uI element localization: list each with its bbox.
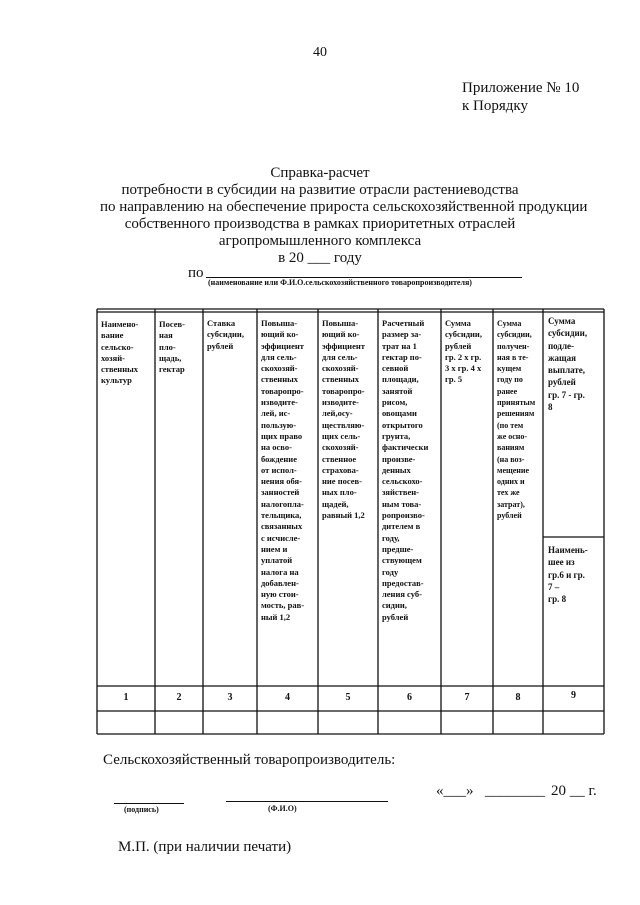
header-line: предостав-: [382, 577, 424, 588]
column-header-subsidy-rate: [207, 318, 244, 352]
title-line-4: собственного производства в рамках приоритетных отраслей: [124, 216, 516, 232]
header-line: нием и: [261, 543, 288, 554]
header-line: получен-: [497, 341, 530, 351]
header-line: 8: [548, 402, 553, 413]
header-line: добавлен-: [261, 577, 299, 588]
header-line: трат на 1: [382, 340, 417, 351]
header-line: одних и: [497, 477, 525, 487]
header-line: эффициент: [261, 340, 304, 351]
header-line: гр. 7 - гр.: [548, 389, 585, 400]
header-line: уплатой: [261, 555, 293, 566]
signature-caption: (подпись): [124, 805, 159, 814]
title-line-5: агропромышленного комплекса: [218, 233, 422, 249]
header-line: гр. 8: [548, 594, 567, 605]
header-line: субсидии,: [497, 330, 532, 340]
column-number: 3: [227, 692, 233, 703]
header-line: выплате,: [548, 365, 586, 376]
header-line: севной: [382, 363, 409, 374]
header-line: налогопла-: [261, 498, 304, 509]
header-line: площади,: [382, 374, 419, 385]
column-header-payable-sub: [548, 544, 588, 605]
header-line: от испол-: [261, 464, 297, 475]
header-line: занностей: [261, 487, 300, 498]
header-line: Наимень-: [548, 545, 588, 555]
header-line: с исчисле-: [261, 532, 301, 543]
header-line: ствующем: [382, 555, 422, 566]
header-line: гр. 2 х гр.: [445, 351, 482, 362]
header-line: изводите-: [261, 397, 298, 408]
header-line: товаропро-: [261, 385, 304, 396]
header-line: рублей: [382, 611, 409, 622]
header-line: принятым: [497, 398, 536, 408]
column-header-cost-per-hectare: [382, 318, 428, 623]
header-line: щадей,: [322, 498, 349, 509]
header-line: ную стои-: [261, 589, 299, 600]
header-line: ным това-: [382, 498, 422, 509]
date-year: 20 __ г.: [551, 783, 597, 799]
header-line: жащая: [548, 352, 576, 363]
header-line: же осно-: [497, 431, 528, 441]
header-line: произве-: [382, 453, 416, 464]
header-line: для сель-: [322, 351, 358, 362]
header-line: мещение: [497, 465, 530, 475]
header-line: размер за-: [382, 329, 422, 340]
title-line-2: потребности в субсидии на развитие отрасли растениеводства: [121, 182, 519, 198]
header-line: овощами: [382, 408, 417, 419]
header-line: ваниям: [497, 443, 525, 453]
header-line: кущем: [497, 364, 522, 374]
header-line: предше-: [382, 543, 414, 554]
page-number: 40: [313, 45, 327, 60]
column-header-insurance-coefficient: [322, 318, 365, 521]
stamp-note: М.П. (при наличии печати): [118, 839, 292, 855]
column-number: 5: [345, 692, 351, 703]
appendix-line-1: Приложение № 10: [462, 80, 580, 96]
header-line: гр. 5: [445, 374, 463, 385]
header-line: (по тем: [497, 420, 524, 430]
header-line: рублей: [548, 377, 576, 388]
header-line: скохозяй-: [322, 442, 359, 453]
header-line: рублей: [207, 340, 234, 351]
header-line: тельщика,: [261, 510, 302, 521]
header-line: (на воз-: [497, 454, 525, 464]
header-line: Посев-: [159, 319, 185, 329]
header-line: денных: [382, 464, 411, 475]
column-number: 8: [515, 692, 521, 703]
producer-name-caption: (наименование или Ф.И.О.сельскохозяйственного товаропроизводителя): [208, 278, 472, 287]
header-line: рисом,: [382, 397, 408, 408]
header-line: ранее: [497, 386, 518, 396]
header-line: дителем в: [382, 521, 421, 532]
header-line: фактически: [382, 442, 429, 453]
header-line: щих сель-: [322, 430, 361, 441]
column-header-crops: [101, 319, 138, 387]
header-line: товаропро-: [322, 385, 365, 396]
po-label: по: [188, 265, 204, 281]
header-line: бождение: [261, 453, 297, 464]
header-line: 3 х гр. 4 х: [445, 363, 482, 374]
header-line: году,: [382, 532, 400, 543]
column-number: 4: [285, 692, 290, 703]
header-line: открытого: [382, 419, 423, 430]
header-line: субсидии,: [548, 328, 588, 339]
header-line: Сумма: [445, 318, 471, 328]
header-line: грунта,: [382, 430, 411, 441]
header-line: тех же: [497, 488, 520, 498]
header-line: Сумма: [497, 319, 522, 328]
signature-line: [114, 803, 184, 804]
header-line: ный 1,2: [261, 611, 291, 622]
name-caption: (Ф.И.О): [268, 804, 297, 813]
header-line: лей, ис-: [261, 408, 291, 419]
header-line: ления суб-: [382, 589, 422, 600]
header-line: Наимено-: [101, 319, 139, 329]
header-line: ная: [159, 330, 173, 341]
column-header-sown-area: [159, 319, 185, 375]
header-line: подле-: [548, 340, 575, 351]
column-header-vat-coefficient: [261, 318, 304, 623]
header-line: щих право: [261, 430, 303, 441]
column-number: 6: [407, 692, 412, 703]
header-line: налога на: [261, 566, 299, 577]
column-header-subsidy-amount: [445, 318, 482, 386]
title-line-3: по направлению на обеспечение прироста сельскохозяйственной продукции: [100, 199, 588, 215]
header-line: рублей: [497, 511, 522, 521]
title-line-6: в 20 ___ году: [278, 250, 362, 266]
name-line: [226, 801, 388, 802]
header-line: Повыша-: [322, 318, 359, 328]
header-line: гектар: [159, 364, 185, 375]
column-number: 2: [176, 692, 182, 703]
header-line: ная в те-: [497, 352, 529, 362]
header-line: для сель-: [261, 351, 297, 362]
header-line: ющий ко-: [261, 329, 299, 340]
header-line: ных пло-: [322, 487, 357, 498]
header-line: вание: [101, 330, 124, 341]
column-number: 9: [571, 690, 576, 701]
header-line: сельско-: [101, 341, 134, 352]
header-line: связанных: [261, 521, 303, 532]
header-line: году по: [497, 375, 523, 385]
header-line: равный 1,2: [322, 510, 365, 521]
appendix-line-2: к Порядку: [462, 98, 528, 114]
header-line: зяйствен-: [382, 487, 419, 498]
header-line: ществляю-: [322, 419, 365, 430]
header-line: ственных: [101, 364, 138, 375]
header-line: Расчетный: [382, 318, 425, 328]
header-line: ственное: [322, 453, 357, 464]
header-line: мость, рав-: [261, 600, 305, 611]
header-line: гр.6 и гр.: [548, 569, 585, 580]
header-line: изводите-: [322, 397, 359, 408]
header-line: субсидии,: [445, 329, 482, 340]
header-line: ние посев-: [322, 476, 362, 487]
header-line: субсидии,: [207, 329, 244, 340]
header-line: пользую-: [261, 419, 297, 430]
header-line: скохозяй-: [261, 363, 298, 374]
header-line: страхова-: [322, 464, 359, 475]
header-line: затрат),: [497, 499, 525, 509]
header-line: году: [382, 566, 399, 577]
header-line: хозяй-: [101, 352, 125, 363]
header-line: занятой: [382, 385, 413, 396]
header-line: щадь,: [159, 352, 182, 363]
producer-label: Сельскохозяйственный товаропроизводитель:: [103, 752, 396, 768]
header-line: лей,осу-: [322, 408, 353, 419]
header-line: гектар по-: [382, 351, 422, 362]
header-line: эффициент: [322, 340, 365, 351]
header-line: Сумма: [548, 316, 576, 326]
header-line: культур: [101, 375, 132, 386]
header-line: скохозяй-: [322, 363, 359, 374]
header-line: шее из: [548, 557, 575, 568]
header-line: сидии,: [382, 600, 407, 611]
title-line-1: Справка-расчет: [270, 165, 370, 181]
header-line: ственных: [261, 374, 298, 385]
column-number: 7: [464, 692, 470, 703]
header-line: ственных: [322, 374, 359, 385]
header-line: пло-: [159, 341, 176, 352]
header-line: решениям: [497, 409, 535, 419]
header-line: на осво-: [261, 442, 292, 453]
header-line: ющий ко-: [322, 329, 360, 340]
column-header-payable: [548, 315, 587, 413]
header-line: рублей: [445, 340, 472, 351]
header-line: Повыша-: [261, 318, 298, 328]
header-line: Ставка: [207, 318, 236, 328]
header-line: сельскохо-: [382, 476, 423, 487]
header-line: нения обя-: [261, 476, 302, 487]
header-line: ропроизво-: [382, 510, 425, 521]
header-line: 7 –: [548, 581, 560, 592]
column-header-subsidy-received: [497, 318, 535, 521]
date-day: «___»: [436, 783, 474, 799]
date-month: ________: [485, 783, 545, 799]
column-number: 1: [123, 692, 129, 703]
